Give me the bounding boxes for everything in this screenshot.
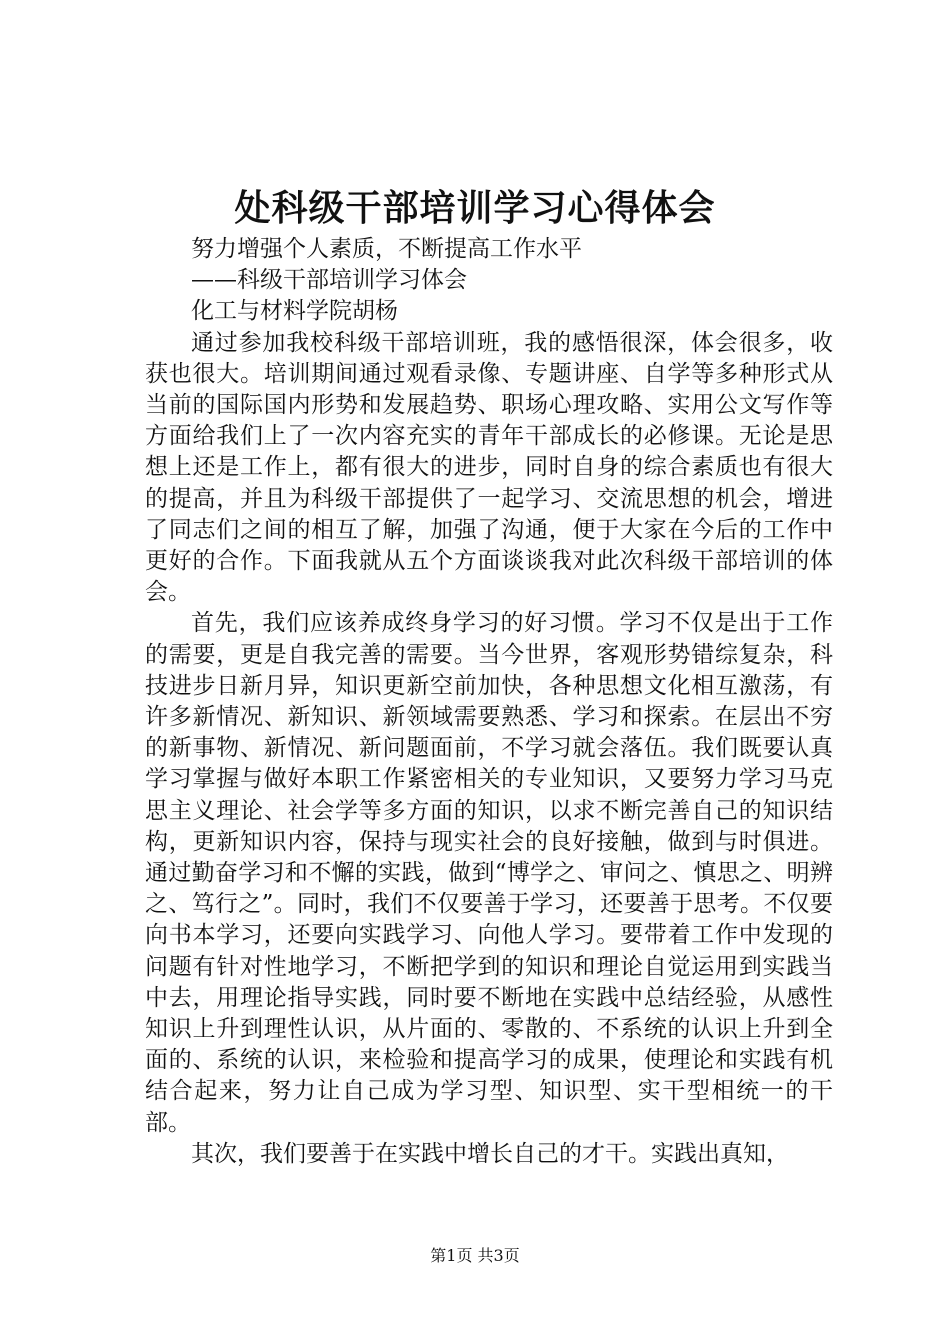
paragraph-3: 其次，我们要善于在实践中增长自己的才干。实践出真知， (191, 1140, 789, 1167)
document-body (145, 234, 833, 1170)
document-title: 处科级干部培训学习心得体会 (234, 187, 716, 229)
subtitle-line-2: ——科级干部培训学习体会 (191, 267, 467, 294)
author-line: 化工与材料学院胡杨 (191, 298, 398, 325)
paragraph-2: 首先，我们应该养成终身学习的好习惯。学习不仅是出于工作的需要，更是自我完善的需要。当今世界，客观形势错综复杂，科技进步日新月异，知识更新空前加快，各种思想文化相互激荡，有许多新情况、新知识、新领域需要熟悉、学习和探索。在层出不穷的新事物、新情况、新问题面前，不学习就会落伍。我们既要认真学习掌握与做好本职工作紧密相关的专业知识，又要努力学习马克思主义理论、社会学等多方面的知识，以求不断完善自己的知识结构，更新知识内容，保持与现实社会的良好接触，做到与时俱进。通过勤奋学习和不懈的实践，做到“博学之、审问之、慎思之、明辨之、笃行之”。同时，我们不仅要善于学习，还要善于思考。不仅要向书本学习，还要向实践学习、向他人学习。要带着工作中发现的问题有针对性地学习，不断把学到的知识和理论自觉运用到实践当中去，用理论指导实践，同时要不断地在实践中总结经验，从感性知识上升到理性认识，从片面的、零散的、不系统的认识上升到全面的、系统的认识，来检验和提高学习的成果，使理论和实践有机结合起来，努力让自己成为学习型、知识型、实干型相统一的干部。 (145, 610, 833, 1136)
paragraph-1: 通过参加我校科级干部培训班，我的感悟很深，体会很多，收获也很大。培训期间通过观看录像、专题讲座、自学等多种形式从当前的国际国内形势和发展趋势、职场心理攻略、实用公文写作等方面给我们上了一次内容充实的青年干部成长的必修课。无论是思想上还是工作上，都有很大的进步，同时自身的综合素质也有很大的提高，并且为科级干部提供了一起学习、交流思想的机会，增进了同志们之间的相互了解，加强了沟通，便于大家在今后的工作中更好的合作。下面我就从五个方面谈谈我对此次科级干部培训的体会。 (145, 329, 833, 606)
page-number: 第1页 共3页 (430, 1246, 520, 1265)
subtitle-line: 努力增强个人素质，不断提高工作水平 (191, 236, 582, 262)
